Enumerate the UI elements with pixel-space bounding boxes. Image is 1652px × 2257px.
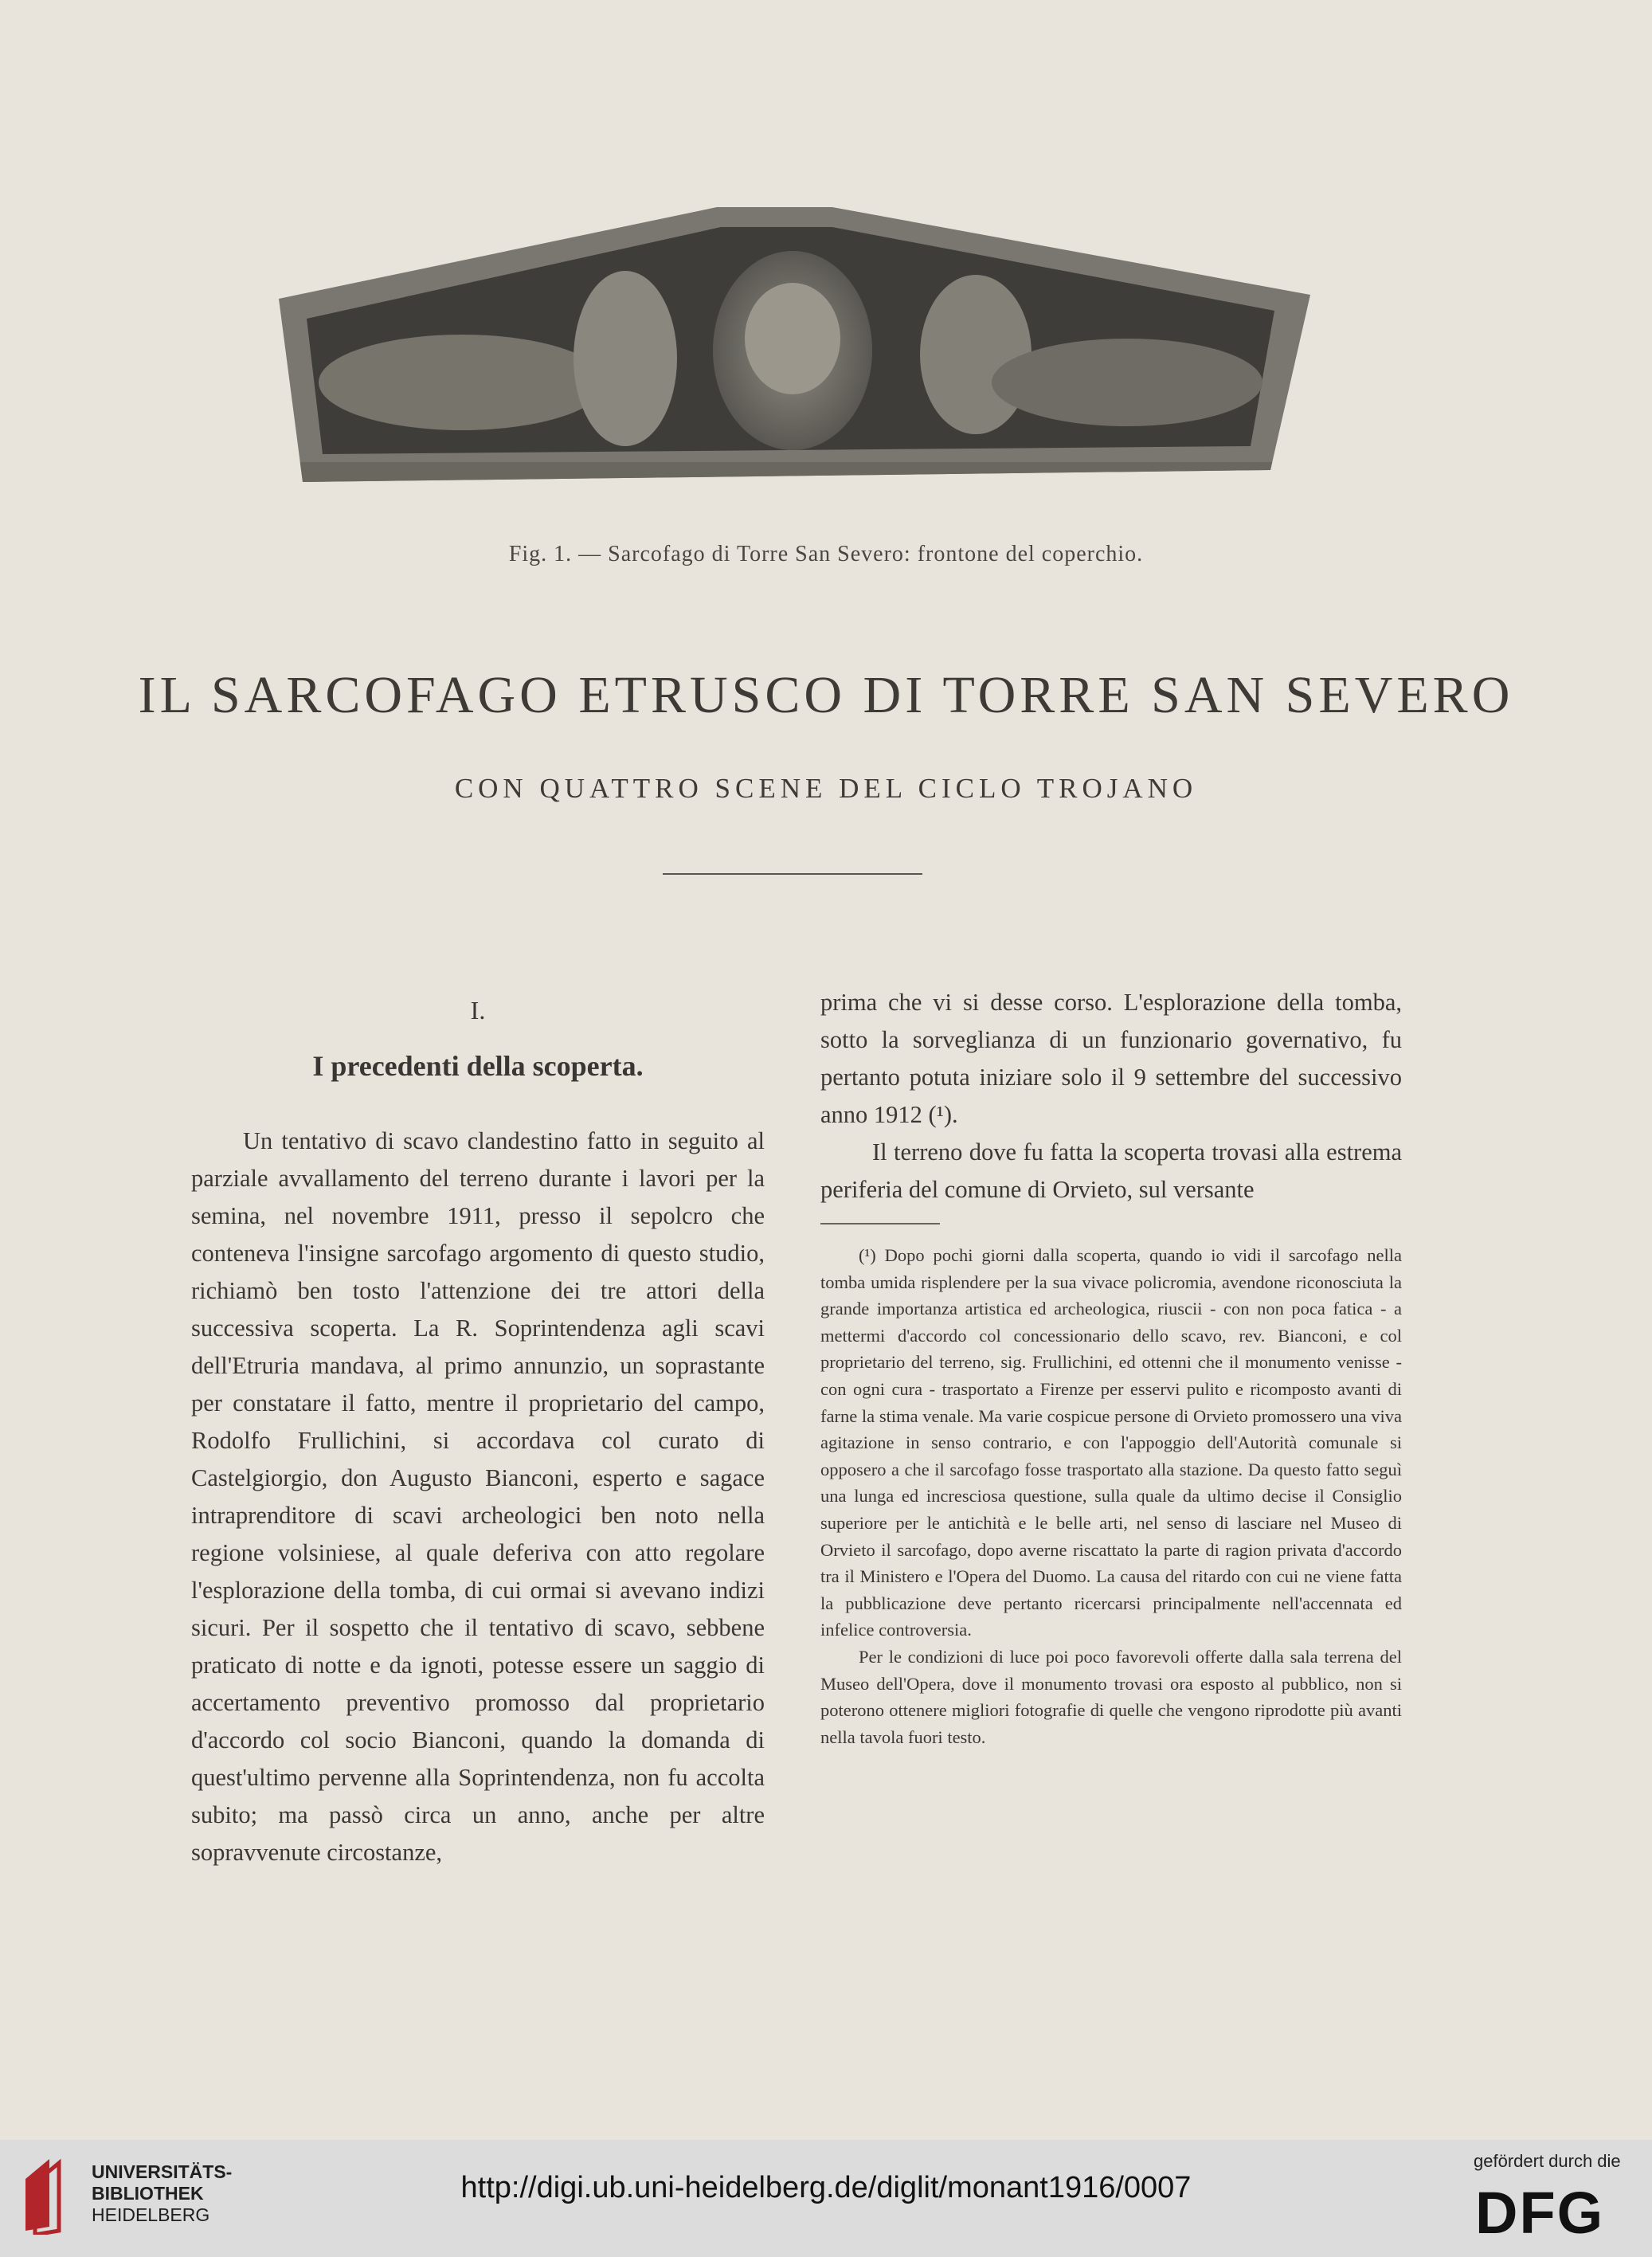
- library-name: UNIVERSITÄTS- BIBLIOTHEK HEIDELBERG: [92, 2161, 233, 2225]
- body-paragraph: Un tentativo di scavo clandestino fatto in seguito al parziale avvallamento del terreno durante i lavori per la semina, nel novembre 1911, presso il sepolcro che conteneva l'insigne sarcofago argomento di questo studio, richiamò ben tosto l'attenzione dei tre attori della successiva scoperta. La R. Soprintendenza agli scavi dell'Etruria mandava, al primo annunzio, un soprastante per constatare il fatto, mentre il proprietario del campo, Rodolfo Frullichini, si accordava col curato di Castelgiorgio, don Augusto Bianconi, esperto e sagace intraprenditore di scavi archeologici ben noto nella regione volsiniese, al quale deferiva con atto regolare l'esplorazione della tomba, di cui ormai si avevano indizi sicuri. Per il sospetto che il tentativo di scavo, sebbene praticato di notte e da ignoti, potesse essere un saggio di accertamento preventivo promosso dal proprietario d'accordo col socio Bianconi, quando la domanda di quest'ultimo pervenne alla Soprintendenza, non fu accolta subito; ma passò circa un anno, anche per altre sopravvenute circostanze,: [191, 1127, 765, 1866]
- left-column: [191, 996, 765, 1871]
- section-number: I.: [470, 996, 486, 1025]
- footnote: (¹) Dopo pochi giorni dalla scoperta, quando io vidi il sarcofago nella tomba umida risplendere per la sua vivace policromia, avendone riconosciuta la grande importanza artistica ed archeologica, riuscii - con non poca fatica - a mettermi d'accordo col concessionario dello scavo, rev. Bianconi, e col proprietario del terreno, sig. Frullichini, ed ottenni che il monumento venisse - con ogni cura - trasportato a Firenze per esservi pulito e ricomposto avanti di farne la stima venale. Ma varie cospicue persone di Orvieto promossero una viva agitazione in senso contrario, e con l'appoggio dell'Autorità comunale si opposero a che il sarcofago fosse trasportato alla stazione. Da questo fatto seguì una lunga ed incresciosa questione, sulla quale da ultimo decise il Consiglio superiore per le antichità e le belle arti, nel senso di lasciare nel Museo di Orvieto il sarcofago, dopo averne riscattato la parte di ragion privata d'accordo tra il Ministero e l'Opera del Duomo. La causa del ritardo con cui ne viene fatta la pubblicazione deve pertanto ricercarsi principalmente nell'accennata ed infelice controversia.: [820, 1245, 1402, 1640]
- sarcophagus-pediment-relief: [275, 207, 1310, 510]
- article-title: IL SARCOFAGO ETRUSCO DI TORRE SAN SEVERO: [138, 666, 1514, 724]
- article-subtitle: CON QUATTRO SCENE DEL CICLO TROJANO: [454, 773, 1198, 804]
- body-paragraph: prima che vi si desse corso. L'esplorazione della tomba, sotto la sorveglianza di un funzionario governativo, fu pertanto potuta iniziare solo il 9 settembre del successivo anno 1912 (¹).: [820, 989, 1402, 1128]
- funding-note: gefördert durch die: [1474, 2151, 1621, 2171]
- figure-caption: Fig. 1. — Sarcofago di Torre San Severo: frontone del coperchio.: [508, 542, 1144, 566]
- right-column: [820, 984, 1402, 1750]
- dfg-logo: DFG: [1475, 2180, 1605, 2246]
- footnote-divider: [820, 1223, 940, 1225]
- footnotes: [820, 1242, 1402, 1750]
- title-divider: [663, 873, 922, 875]
- body-paragraph: Il terreno dove fu fatta la scoperta trovasi alla estrema periferia del comune di Orvieto, sul versante: [820, 1138, 1402, 1203]
- footnote: Per le condizioni di luce poi poco favorevoli offerte dalla sala terrena del Museo dell'Opera, dove il monumento trovasi ora esposto al pubblico, non si poterono ottenere migliori fotografie di quelle che vengono riprodotte più avanti nella tavola fuori testo.: [820, 1646, 1402, 1747]
- section-title: I precedenti della scoperta.: [312, 1050, 644, 1082]
- permalink-url[interactable]: http://digi.ub.uni-heidelberg.de/diglit/monant1916/0007: [460, 2171, 1192, 2204]
